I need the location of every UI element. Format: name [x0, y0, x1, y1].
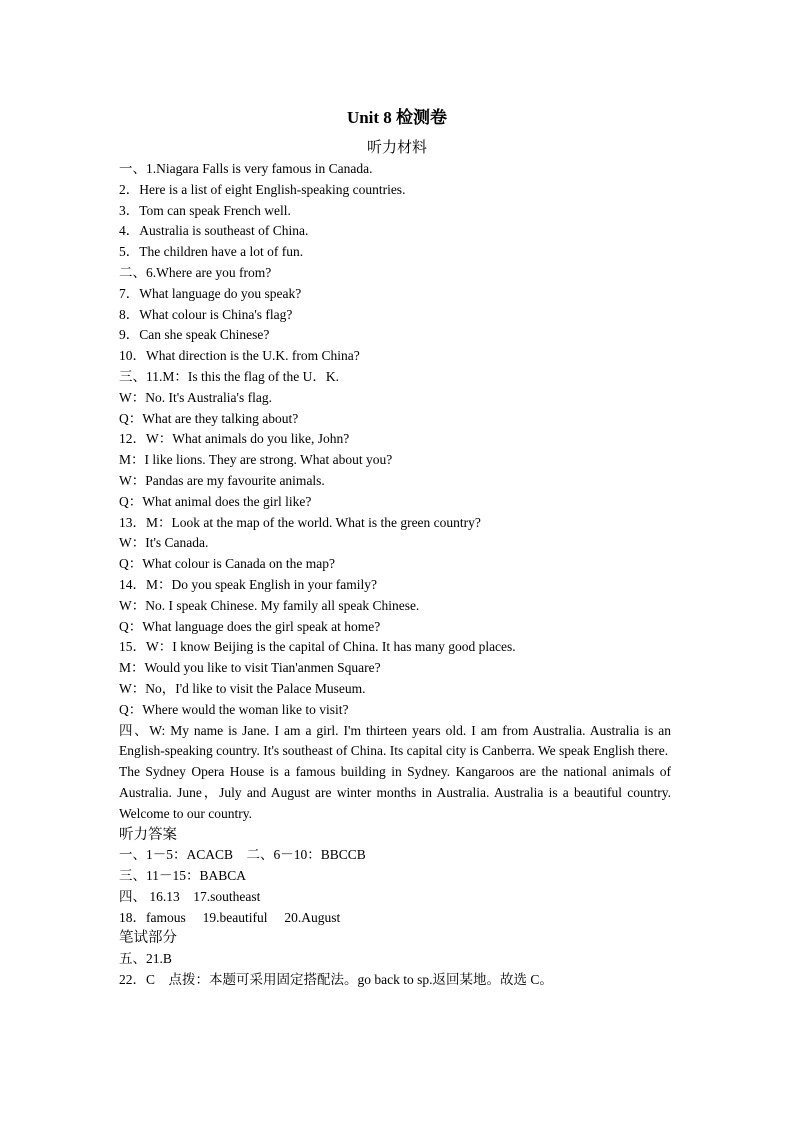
listening-line: 7．What language do you speak?	[119, 285, 302, 301]
listening-line: 10．What direction is the U.K. from China?	[119, 348, 360, 364]
written-section	[119, 949, 671, 991]
listening-line: 14．M：Do you speak English in your family?	[119, 576, 377, 592]
section-title-listening-material: 听力材料	[366, 140, 427, 156]
listening-line: M：Would you like to visit Tian'anmen Square?	[119, 660, 381, 676]
listening-answers	[119, 845, 671, 928]
page-title: Unit 8 检测卷	[346, 108, 448, 127]
answer-line: 四、 16.13 17.southeast	[119, 888, 261, 904]
listening-line: Q：What language does the girl speak at home?	[119, 618, 381, 634]
passage-paragraph: The Sydney Opera House is a famous building in Sydney. Kangaroos are the national animals of Australia. June，July and August are winter months in Australia. Australia is a beautiful country. Welcome to our country.	[119, 764, 671, 821]
listening-line: W：No. It's Australia's flag.	[119, 389, 272, 405]
listening-line: 2．Here is a list of eight English-speaking countries.	[119, 181, 406, 197]
answer-line: 三、11－15：BABCA	[119, 868, 247, 884]
listening-line: 二、6.Where are you from?	[119, 264, 272, 280]
listening-line: 三、11.M：Is this the flag of the U．K.	[119, 368, 339, 384]
answers-heading: 听力答案	[119, 826, 177, 843]
listening-line: Q：What colour is Canada on the map?	[119, 556, 335, 572]
listening-line: Q：Where would the woman like to visit?	[119, 701, 349, 717]
answer-line: 18．famous 19.beautiful 20.August	[119, 909, 341, 925]
listening-line: 8．What colour is China's flag?	[119, 306, 293, 322]
listening-line: W：No，I'd like to visit the Palace Museum.	[119, 680, 366, 696]
listening-line: 12．W：What animals do you like, John?	[119, 431, 350, 447]
written-line: 22．C 点拨：本题可采用固定搭配法。go back to sp.返回某地。故选 C。	[119, 972, 553, 988]
listening-line: 5．The children have a lot of fun.	[119, 244, 304, 260]
listening-line: 13．M：Look at the map of the world. What is the green country?	[119, 514, 481, 530]
listening-line: W：Pandas are my favourite animals.	[119, 472, 325, 488]
listening-line: 4．Australia is southeast of China.	[119, 223, 309, 239]
written-line: 五、21.B	[119, 951, 172, 967]
listening-line: 3．Tom can speak French well.	[119, 202, 291, 218]
document-body	[119, 159, 671, 991]
listening-line: W：No. I speak Chinese. My family all speak Chinese.	[119, 597, 420, 613]
listening-line: 一、1.Niagara Falls is very famous in Canada.	[119, 161, 373, 176]
listening-material	[119, 159, 671, 721]
answer-line: 一、1－5：ACACB 二、6－10：BBCCB	[119, 847, 366, 863]
listening-line: Q：What animal does the girl like?	[119, 493, 312, 509]
listening-line: Q：What are they talking about?	[119, 410, 299, 426]
written-heading: 笔试部分	[119, 930, 177, 947]
listening-line: M：I like lions. They are strong. What about you?	[119, 452, 393, 468]
listening-line: W：It's Canada.	[119, 535, 209, 551]
listening-line: 15．W：I know Beijing is the capital of China. It has many good places.	[119, 639, 516, 655]
listening-line: 9．Can she speak Chinese?	[119, 327, 270, 343]
passage-paragraph: 四、W: My name is Jane. I am a girl. I'm thirteen years old. I am from Australia. Australia is an English-speaking country. It's southeast of China. Its capital city is Canberra. We speak English there.	[119, 722, 671, 759]
